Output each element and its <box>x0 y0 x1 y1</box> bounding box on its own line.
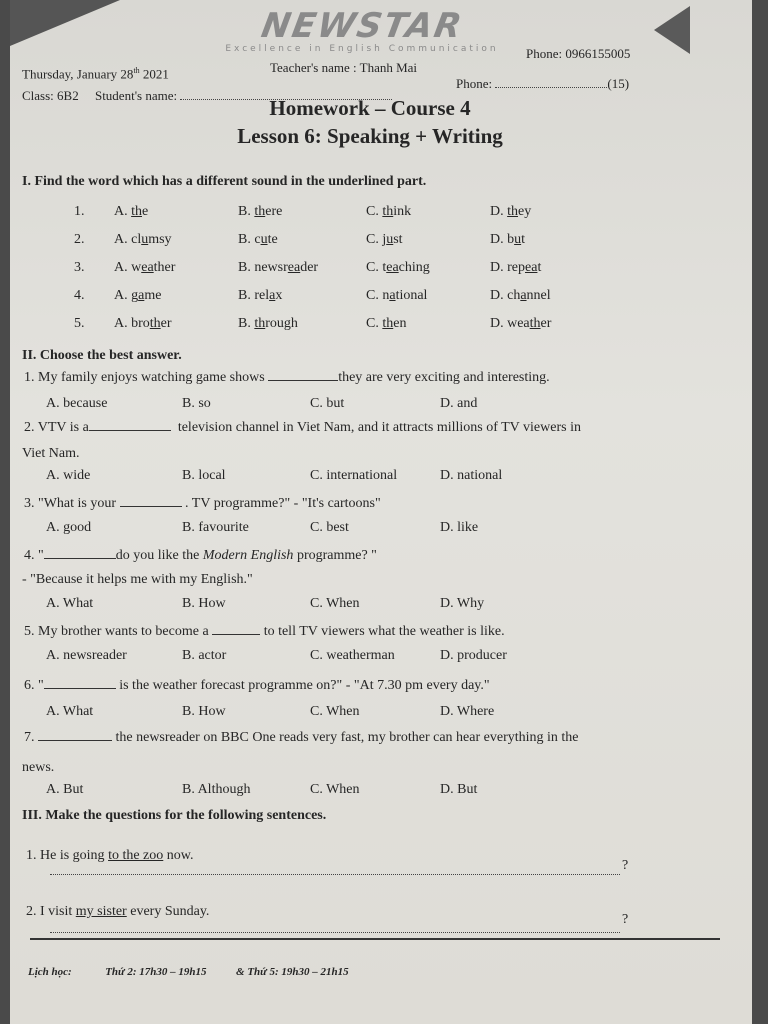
option-text: en <box>393 316 407 331</box>
underlined-part: u <box>386 232 394 247</box>
question-text: 4. " <box>24 548 44 563</box>
question-text: programme? " <box>293 548 377 563</box>
option-text: x <box>275 288 283 303</box>
option-text: C. <box>366 204 383 219</box>
answer-blank[interactable] <box>120 506 182 507</box>
logo-tagline: Excellence in English Communication <box>225 44 499 54</box>
sentence-3-2 <box>26 904 209 920</box>
date-year: 2021 <box>142 66 169 82</box>
item-number: 4. <box>74 288 85 303</box>
answer-option[interactable]: B. actor <box>182 648 227 663</box>
answer-option[interactable]: C. international <box>310 468 398 483</box>
option-text: te <box>267 232 278 247</box>
class-label: Class: 6B2 <box>22 88 79 103</box>
date-text: Thursday, January 28 <box>22 66 134 82</box>
option-b[interactable] <box>238 288 282 304</box>
option-text: B. <box>238 316 255 331</box>
section-1-heading: I. Find the word which has a different sound in the underlined part. <box>22 174 427 189</box>
answer-blank[interactable] <box>38 740 112 741</box>
answer-option[interactable]: B. local <box>182 468 226 483</box>
option-c[interactable] <box>366 316 406 332</box>
option-a[interactable] <box>114 260 175 276</box>
question-text: 5. My brother wants to become a <box>24 624 209 639</box>
question-text: Viet Nam. <box>22 446 80 461</box>
answer-option[interactable]: A. newsreader <box>46 648 127 663</box>
answer-option[interactable]: D. Where <box>440 704 495 719</box>
option-text: C. j <box>366 232 387 247</box>
folded-corner-left <box>10 0 120 46</box>
option-text: D. ch <box>490 288 521 303</box>
answer-option[interactable]: C. When <box>310 782 360 797</box>
option-d[interactable] <box>490 232 525 248</box>
option-text: A. <box>114 204 132 219</box>
option-text: t <box>537 260 542 275</box>
programme-name: Modern English <box>202 548 294 563</box>
teacher-name: Teacher's name : Thanh Mai <box>270 60 418 75</box>
item-number: 5. <box>74 316 85 331</box>
option-d[interactable] <box>490 316 551 332</box>
option-text: A. bro <box>114 316 150 331</box>
option-text: tional <box>395 288 428 303</box>
answer-option[interactable]: C. When <box>310 704 360 719</box>
option-d[interactable] <box>490 260 541 276</box>
schedule-label: Lịch học: <box>28 966 72 978</box>
item-number: 3. <box>74 260 85 275</box>
question-text: they are very exciting and interesting. <box>338 370 550 385</box>
underlined-part: u <box>260 232 268 247</box>
answer-option[interactable]: A. What <box>46 704 94 719</box>
question-2-3 <box>24 496 381 512</box>
underlined-part: u <box>514 232 522 247</box>
sentence-text: now. <box>163 848 194 863</box>
schedule-slot-2: & Thứ 5: 19h30 – 21h15 <box>236 966 349 978</box>
answer-option[interactable]: D. Why <box>440 596 485 611</box>
underlined-part: th <box>529 316 541 331</box>
folded-corner-right <box>654 6 690 54</box>
answer-option[interactable]: A. because <box>46 396 108 411</box>
answer-option[interactable]: A. But <box>46 782 84 797</box>
underlined-part: a <box>138 288 145 303</box>
question-2-6 <box>24 678 490 694</box>
option-d[interactable] <box>490 288 551 304</box>
question-text: television channel in Viet Nam, and it attracts millions of TV viewers in <box>177 420 581 435</box>
question-text: 1. My family enjoys watching game shows <box>24 370 265 385</box>
question-mark: ? <box>622 912 629 927</box>
option-c[interactable] <box>366 232 403 248</box>
answer-option[interactable]: D. and <box>440 396 478 411</box>
option-a[interactable] <box>114 204 148 220</box>
answer-blank[interactable] <box>89 430 171 431</box>
option-text: D. b <box>490 232 515 247</box>
question-text: news. <box>22 760 55 775</box>
question-2-7 <box>24 730 579 746</box>
underlined-part: ea <box>287 260 301 275</box>
answer-option[interactable]: C. When <box>310 596 360 611</box>
option-text: ey <box>518 204 532 219</box>
option-text: C. n <box>366 288 390 303</box>
option-text: ching <box>398 260 430 275</box>
lesson-title: Lesson 6: Speaking + Writing <box>237 124 503 148</box>
logo-wordmark: NEWSTAR <box>258 6 466 46</box>
phone-field[interactable] <box>495 87 607 88</box>
question-text: to tell TV viewers what the weather is like. <box>263 624 505 639</box>
answer-option[interactable]: B. so <box>182 396 211 411</box>
sentence-text: every Sunday. <box>126 904 210 919</box>
option-text: ther <box>153 260 176 275</box>
question-text: 3. "What is your <box>24 496 117 511</box>
answer-option[interactable]: B. Although <box>182 782 251 797</box>
question-2-1 <box>24 370 550 386</box>
answer-option[interactable]: D. But <box>440 782 478 797</box>
student-phone-line <box>456 76 629 92</box>
option-c[interactable] <box>366 288 427 304</box>
option-text: A. g <box>114 288 139 303</box>
option-c[interactable] <box>366 260 430 276</box>
underlined-part: ea <box>141 260 154 275</box>
question-text: 2. VTV is a <box>24 420 89 435</box>
option-text: D. <box>490 204 508 219</box>
option-text: rough <box>265 316 298 331</box>
answer-option[interactable]: B. How <box>182 596 226 611</box>
option-text: D. wea <box>490 316 530 331</box>
option-a[interactable] <box>114 316 172 332</box>
answer-blank[interactable] <box>44 558 116 559</box>
question-2-5 <box>24 624 505 640</box>
schedule-line <box>28 966 349 978</box>
answer-option[interactable]: D. producer <box>440 648 507 663</box>
option-text: D. rep <box>490 260 525 275</box>
answer-line-2[interactable] <box>50 932 620 933</box>
option-b[interactable] <box>238 260 318 276</box>
option-b[interactable] <box>238 204 282 220</box>
answer-option[interactable]: A. good <box>46 520 92 535</box>
question-text: 7. <box>24 730 35 745</box>
question-text: - "Because it helps me with my English." <box>22 572 253 587</box>
option-text: B. <box>238 204 255 219</box>
answer-option[interactable]: C. but <box>310 396 345 411</box>
option-text: ere <box>265 204 283 219</box>
sentence-text: 2. I visit <box>26 904 76 919</box>
underlined-part: u <box>141 232 149 247</box>
option-a[interactable] <box>114 232 172 248</box>
question-text: the newsreader on BBC One reads very fast, my brother can hear everything in the <box>115 730 579 745</box>
schedule-slot-1: Thứ 2: 17h30 – 19h15 <box>105 966 207 978</box>
question-2-2 <box>24 420 581 436</box>
option-text: der <box>300 260 319 275</box>
option-text: nnel <box>526 288 551 303</box>
option-text: er <box>160 316 172 331</box>
option-text: C. <box>366 316 383 331</box>
option-b[interactable] <box>238 316 298 332</box>
option-text: t <box>521 232 526 247</box>
underlined-part: th <box>149 316 161 331</box>
option-text: ink <box>393 204 412 219</box>
underlined-part: a <box>269 288 276 303</box>
underlined-part: ea <box>386 260 399 275</box>
answer-option[interactable]: A. What <box>46 596 94 611</box>
score-total: (15) <box>607 76 630 91</box>
question-text: . TV programme?" - "It's cartoons" <box>185 496 381 511</box>
underlined-part: th <box>254 204 266 219</box>
question-text: is the weather forecast programme on?" - "At 7.30 pm every day." <box>119 678 490 693</box>
student-name-label: Student's name: <box>94 88 178 103</box>
underlined-part: th <box>131 204 143 219</box>
sentence-text: 1. He is going <box>26 848 109 863</box>
option-text: B. c <box>238 232 261 247</box>
teacher-phone: Phone: 0966155005 <box>526 46 631 61</box>
underlined-part: ea <box>525 260 538 275</box>
question-text: do you like the <box>115 548 203 563</box>
answer-option[interactable]: B. favourite <box>182 520 249 535</box>
option-text: er <box>540 316 552 331</box>
phone-label: Phone: <box>456 76 493 91</box>
option-text: st <box>393 232 403 247</box>
option-d[interactable] <box>490 204 531 220</box>
option-text: msy <box>148 232 172 247</box>
underlined-part: to the zoo <box>108 848 164 863</box>
answer-blank[interactable] <box>268 380 338 381</box>
option-text: C. t <box>366 260 387 275</box>
option-text: A. cl <box>114 232 142 247</box>
answer-option[interactable]: C. best <box>310 520 349 535</box>
option-b[interactable] <box>238 232 278 248</box>
homework-title: Homework – Course 4 <box>269 96 471 120</box>
underlined-part: my sister <box>75 904 127 919</box>
answer-blank[interactable] <box>212 634 260 635</box>
option-text: B. rel <box>238 288 270 303</box>
question-2-4 <box>24 548 377 564</box>
footer-rule <box>30 938 720 940</box>
sentence-3-1 <box>26 848 193 864</box>
underlined-part: th <box>382 204 394 219</box>
question-mark: ? <box>622 858 629 873</box>
option-text: A. w <box>114 260 142 275</box>
section-3-heading: III. Make the questions for the following sentences. <box>22 808 327 823</box>
underlined-part: th <box>254 316 266 331</box>
date-suffix: th <box>133 66 140 75</box>
question-text: 6. " <box>24 678 44 693</box>
answer-option[interactable]: A. wide <box>46 468 91 483</box>
item-number: 1. <box>74 204 85 219</box>
answer-option[interactable]: D. national <box>440 468 503 483</box>
option-text: me <box>144 288 162 303</box>
worksheet-page <box>10 0 752 1024</box>
newstar-logo <box>202 6 522 54</box>
item-number: 2. <box>74 232 85 247</box>
section-2-heading: II. Choose the best answer. <box>22 348 182 363</box>
answer-blank[interactable] <box>44 688 116 689</box>
answer-option[interactable]: D. like <box>440 520 479 535</box>
option-c[interactable] <box>366 204 411 220</box>
underlined-part: a <box>389 288 396 303</box>
date-line <box>22 66 169 82</box>
underlined-part: th <box>382 316 394 331</box>
answer-option[interactable]: C. weatherman <box>310 648 395 663</box>
option-a[interactable] <box>114 288 161 304</box>
underlined-part: a <box>520 288 527 303</box>
answer-line-1[interactable] <box>50 874 620 875</box>
answer-option[interactable]: B. How <box>182 704 226 719</box>
option-text: B. newsr <box>238 260 288 275</box>
option-text: e <box>142 204 149 219</box>
underlined-part: th <box>507 204 519 219</box>
